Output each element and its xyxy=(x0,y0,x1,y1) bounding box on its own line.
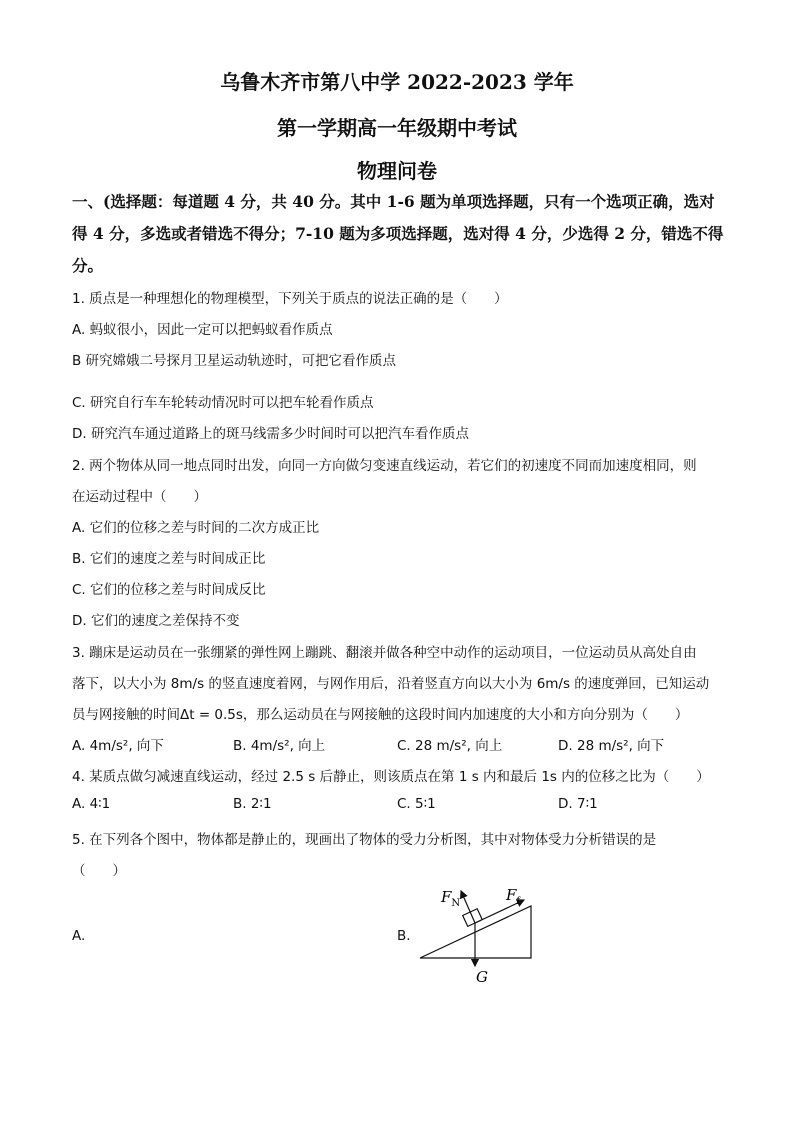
q5-option-b-label: B. xyxy=(397,928,411,944)
q2-stem-line1: 2. 两个物体从同一地点同时出发，向同一方向做匀变速直线运动，若它们的初速度不同而加速度相同，则 xyxy=(72,458,697,474)
q3-option-a: A. 4m/s², 向下 xyxy=(72,738,164,754)
q2-stem-line2: 在运动过程中（ ） xyxy=(72,489,207,505)
q5-option-a-label: A. xyxy=(72,928,86,944)
q5-answer-paren: （ ） xyxy=(72,863,126,879)
label-g: G xyxy=(476,968,488,986)
q4-option-c: C. 5∶1 xyxy=(397,796,436,812)
q3-stem-line1: 3. 蹦床是运动员在一张绷紧的弹性网上蹦跳、翻滚并做各种空中动作的运动项目，一位运动员从高处自由 xyxy=(72,645,697,661)
q5-force-diagram-b xyxy=(400,878,550,990)
exam-title-term: 第一学期高一年级期中考试 xyxy=(277,116,517,140)
q1-stem: 1. 质点是一种理想化的物理模型，下列关于质点的说法正确的是（ ） xyxy=(72,291,508,307)
section-instructions-line2: 得 4 分，多选或者错选不得分；7-10 题为多项选择题，选对得 4 分，少选得 2 分，错选不得 xyxy=(72,224,724,243)
q4-option-d: D. 7∶1 xyxy=(558,796,598,812)
q1-option-d: D. 研究汽车通过道路上的斑马线需多少时间时可以把汽车看作质点 xyxy=(72,426,469,442)
q1-option-c: C. 研究自行车车轮转动情况时可以把车轮看作质点 xyxy=(72,395,374,411)
q1-option-b: B 研究嫦娥二号探月卫星运动轨迹时，可把它看作质点 xyxy=(72,353,397,369)
q2-option-d: D. 它们的速度之差保持不变 xyxy=(72,613,240,629)
q2-option-c: C. 它们的位移之差与时间成反比 xyxy=(72,582,266,598)
label-ff: $F_f$ xyxy=(506,886,521,907)
section-instructions-line1: 一、(选择题：每道题 4 分，共 40 分。其中 1-6 题为单项选择题，只有一个选项正确，选对 xyxy=(72,192,715,211)
exam-title-subject: 物理问卷 xyxy=(357,159,437,183)
q5-stem: 5. 在下列各个图中，物体都是静止的，现画出了物体的受力分析图，其中对物体受力分析错误的是 xyxy=(72,832,657,848)
q4-stem: 4. 某质点做匀减速直线运动，经过 2.5 s 后静止，则该质点在第 1 s 内和最后 1s 内的位移之比为（ ） xyxy=(72,769,710,785)
exam-title-school: 乌鲁木齐市第八中学 2022-2023 学年 xyxy=(220,70,574,94)
q3-option-d: D. 28 m/s², 向下 xyxy=(558,738,665,754)
q3-stem-line3: 员与网接触的时间Δt = 0.5s，那么运动员在与网接触的这段时间内加速度的大小和方向分别为（ ） xyxy=(72,707,689,723)
section-instructions-line3: 分。 xyxy=(72,256,104,275)
q4-option-a: A. 4∶1 xyxy=(72,796,111,812)
q3-option-c: C. 28 m/s², 向上 xyxy=(397,738,503,754)
q2-option-b: B. 它们的速度之差与时间成正比 xyxy=(72,551,266,567)
q4-option-b: B. 2∶1 xyxy=(233,796,272,812)
label-fn: $F_N$ xyxy=(441,888,461,909)
q2-option-a: A. 它们的位移之差与时间的二次方成正比 xyxy=(72,520,320,536)
q3-option-b: B. 4m/s², 向上 xyxy=(233,738,326,754)
q3-stem-line2: 落下，以大小为 8m/s 的竖直速度着网，与网作用后，沿着竖直方向以大小为 6m/s 的速度弹回，已知运动 xyxy=(72,676,710,692)
q1-option-a: A. 蚂蚁很小，因此一定可以把蚂蚁看作质点 xyxy=(72,322,333,338)
section-instructions xyxy=(72,186,732,282)
